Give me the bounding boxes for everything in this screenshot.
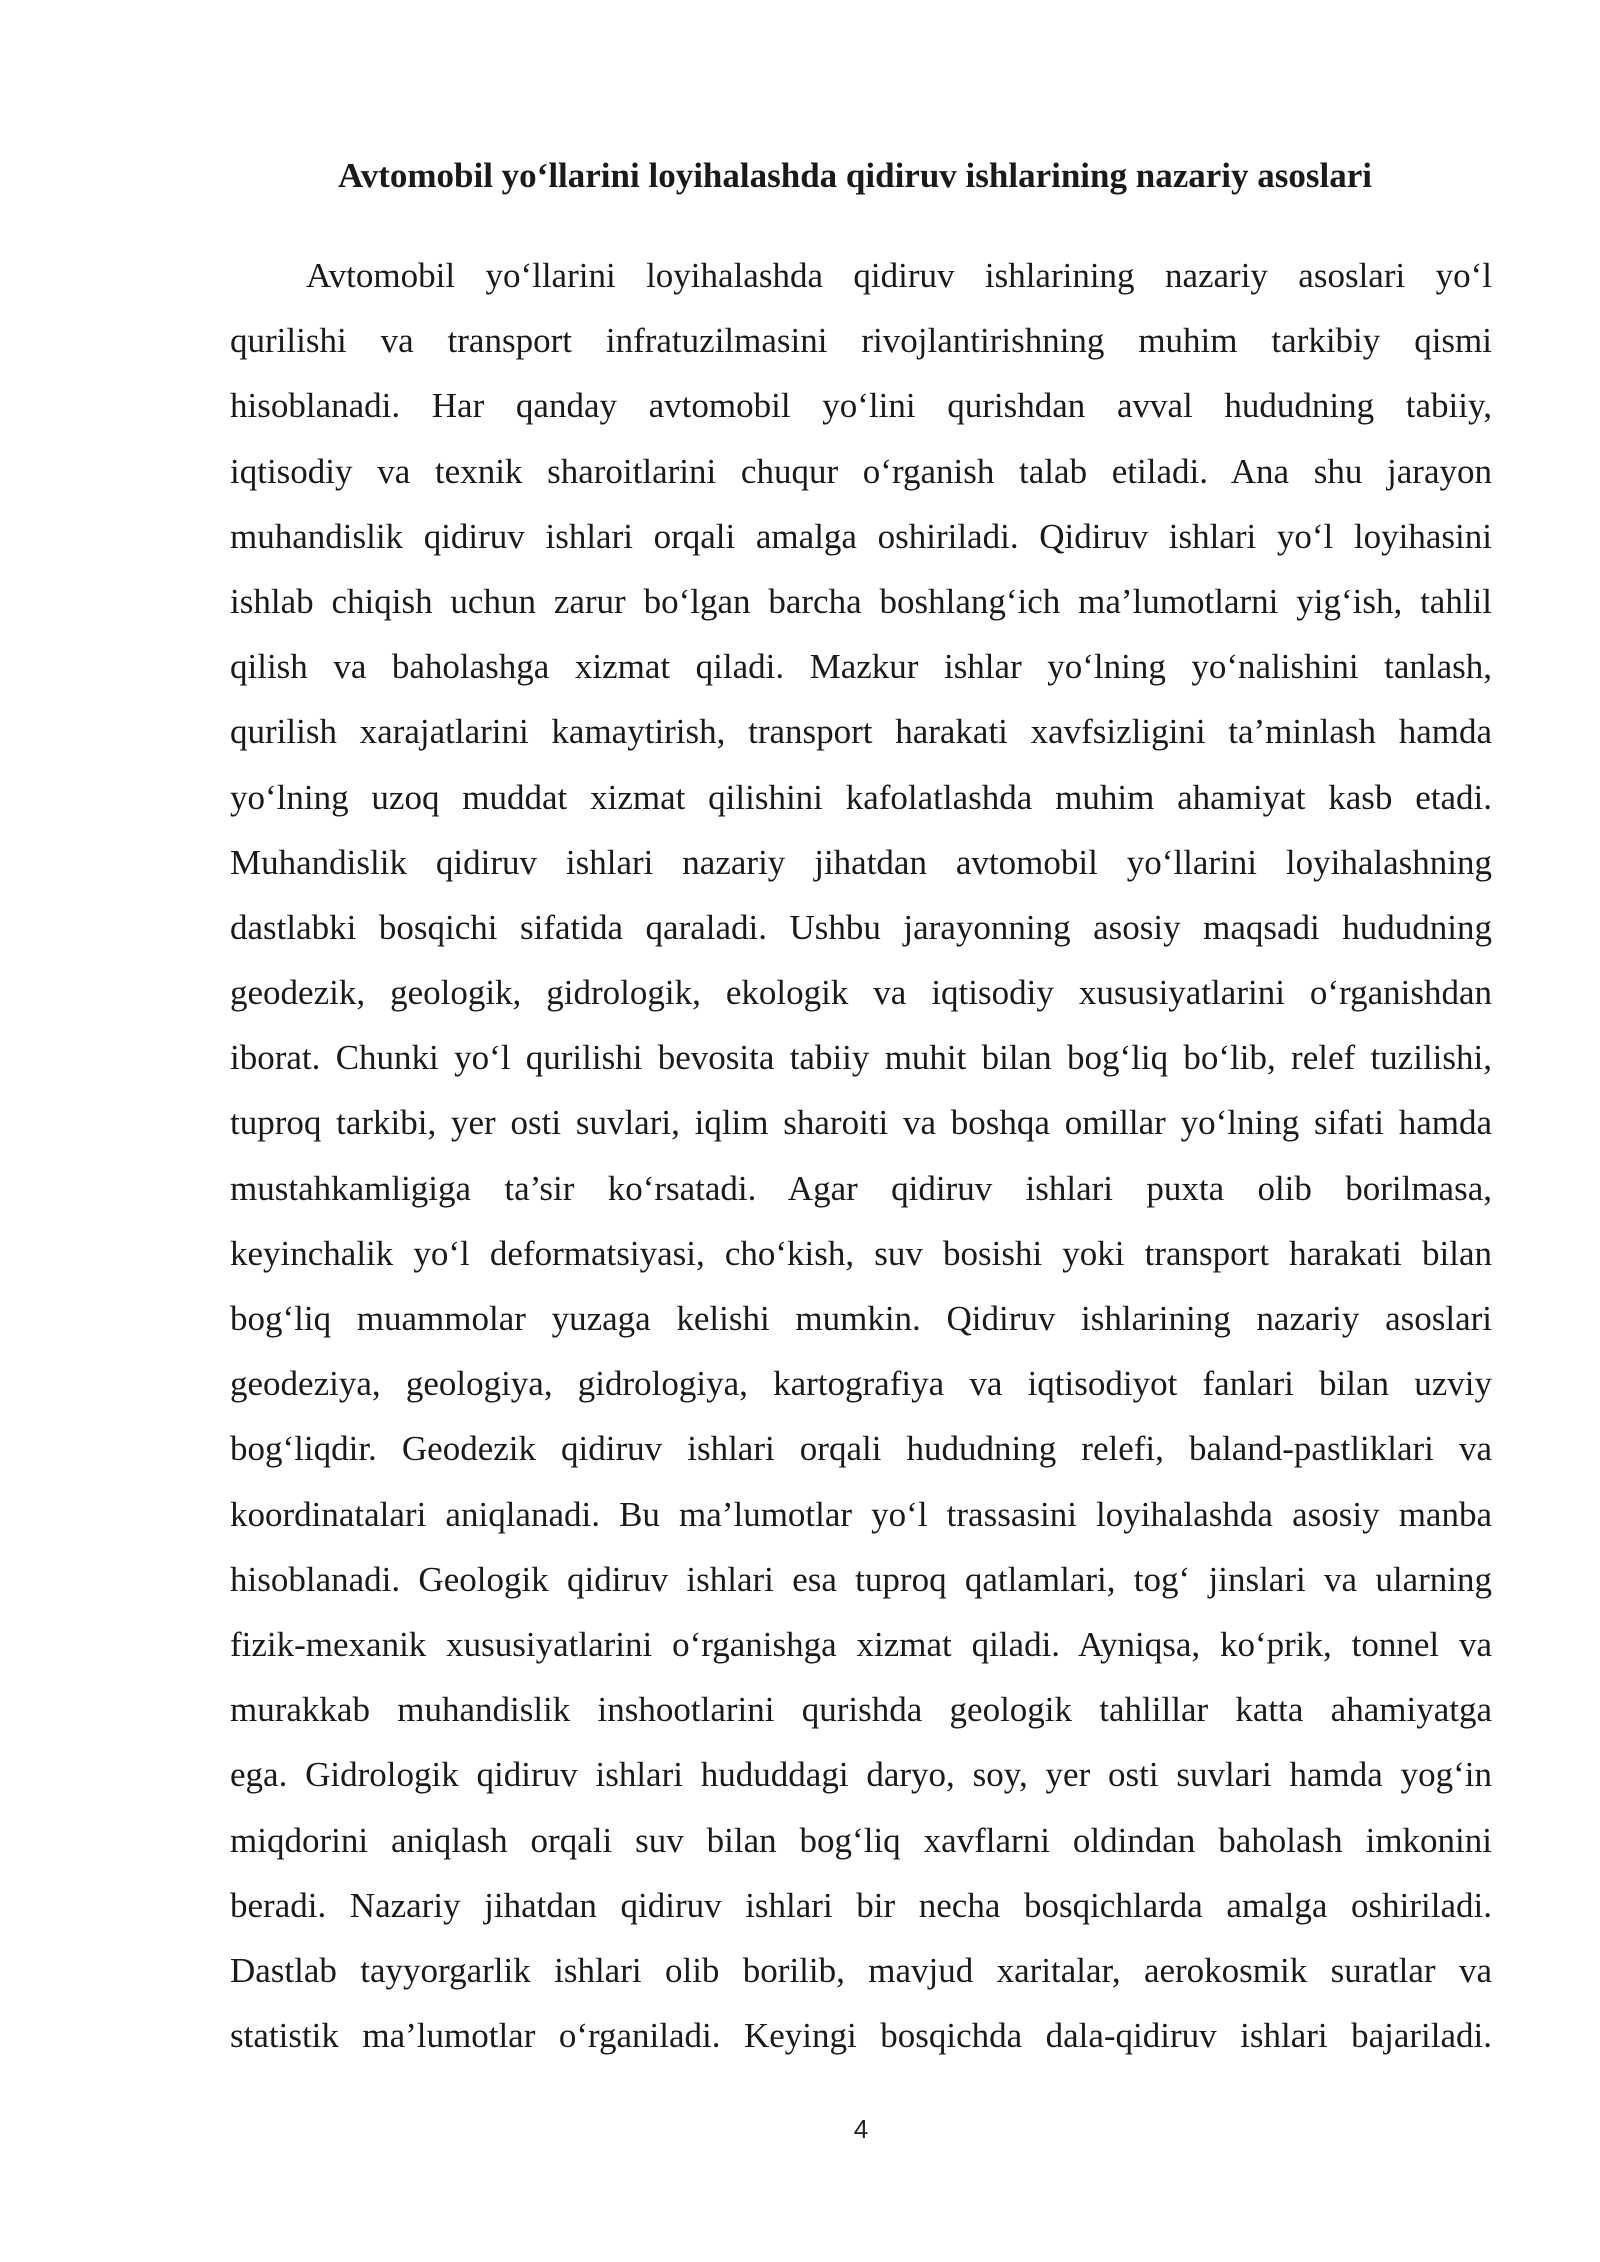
paragraph-line: qurilishi va transport infratuzilmasini rivojlantirishning muhim tarkibiy qismi	[230, 321, 1492, 361]
paragraph-line: hisoblanadi. Geologik qidiruv ishlari esa tuproq qatlamlari, tog‘ jinslari va ularning	[230, 1559, 1492, 1599]
paragraph-line: ega. Gidrologik qidiruv ishlari hududdagi daryo, soy, yer osti suvlari hamda yog‘in	[230, 1755, 1492, 1795]
paragraph-line: qilish va baholashga xizmat qiladi. Mazkur ishlar yo‘lning yo‘nalishini tanlash,	[230, 647, 1492, 687]
paragraph-line: beradi. Nazariy jihatdan qidiruv ishlari bir necha bosqichlarda amalga oshiriladi.	[230, 1885, 1492, 1925]
paragraph-line: geodeziya, geologiya, gidrologiya, kartografiya va iqtisodiyot fanlari bilan uzviy	[230, 1364, 1492, 1404]
paragraph-line: koordinatalari aniqlanadi. Bu ma’lumotlar yo‘l trassasini loyihalashda asosiy manba	[230, 1494, 1492, 1534]
paragraph-line: geodezik, geologik, gidrologik, ekologik va iqtisodiy xususiyatlarini o‘rganishdan	[230, 973, 1492, 1013]
paragraph-line: statistik ma’lumotlar o‘rganiladi. Keyingi bosqichda dala-qidiruv ishlari bajariladi.	[230, 2016, 1492, 2056]
page-number: 4	[853, 2114, 869, 2144]
paragraph-line: yo‘lning uzoq muddat xizmat qilishini kafolatlashda muhim ahamiyat kasb etadi.	[230, 777, 1492, 817]
paragraph-line: keyinchalik yo‘l deformatsiyasi, cho‘kish, suv bosishi yoki transport harakati bilan	[230, 1233, 1492, 1273]
paragraph-line: iqtisodiy va texnik sharoitlarini chuqur o‘rganish talab etiladi. Ana shu jarayon	[230, 451, 1492, 491]
paragraph-line: Avtomobil yo‘llarini loyihalashda qidiruv ishlarining nazariy asoslari yo‘l	[306, 256, 1492, 295]
paragraph-line: ishlab chiqish uchun zarur bo‘lgan barcha boshlang‘ich ma’lumotlarni yig‘ish, tahlil	[230, 581, 1492, 621]
paragraph-line: murakkab muhandislik inshootlarini qurishda geologik tahlillar katta ahamiyatga	[230, 1690, 1492, 1730]
paragraph-line: Dastlab tayyorgarlik ishlari olib borilib, mavjud xaritalar, aerokosmik suratlar va	[230, 1950, 1492, 1990]
paragraph-line: qurilish xarajatlarini kamaytirish, transport harakati xavfsizligini ta’minlash hamda	[230, 712, 1492, 752]
paragraph-line: miqdorini aniqlash orqali suv bilan bog‘liq xavflarni oldindan baholash imkonini	[230, 1820, 1492, 1860]
paragraph-line: bog‘liq muammolar yuzaga kelishi mumkin. Qidiruv ishlarining nazariy asoslari	[230, 1299, 1492, 1338]
paragraph-line: iborat. Chunki yo‘l qurilishi bevosita tabiiy muhit bilan bog‘liq bo‘lib, relef tuzilishi,	[230, 1038, 1492, 1078]
paragraph-line: mustahkamligiga ta’sir ko‘rsatadi. Agar qidiruv ishlari puxta olib borilmasa,	[230, 1168, 1492, 1208]
paragraph-line: muhandislik qidiruv ishlari orqali amalga oshiriladi. Qidiruv ishlari yo‘l loyihasini	[230, 516, 1492, 556]
document-title: Avtomobil yo‘llarini loyihalashda qidiruv ishlarining nazariy asoslari	[338, 156, 1372, 195]
paragraph-line: Muhandislik qidiruv ishlari nazariy jihatdan avtomobil yo‘llarini loyihalashning	[230, 842, 1492, 882]
paragraph-line: bog‘liqdir. Geodezik qidiruv ishlari orqali hududning relefi, baland-pastliklari va	[230, 1429, 1492, 1469]
paragraph-line: fizik-mexanik xususiyatlarini o‘rganishga xizmat qiladi. Ayniqsa, ko‘prik, tonnel va	[230, 1624, 1492, 1664]
paragraph-line: hisoblanadi. Har qanday avtomobil yo‘lini qurishdan avval hududning tabiiy,	[230, 386, 1492, 426]
paragraph-line: tuproq tarkibi, yer osti suvlari, iqlim sharoiti va boshqa omillar yo‘lning sifati hamda	[230, 1103, 1492, 1143]
body-paragraph	[230, 252, 1492, 2077]
paragraph-line: dastlabki bosqichi sifatida qaraladi. Ushbu jarayonning asosiy maqsadi hududning	[230, 907, 1492, 947]
